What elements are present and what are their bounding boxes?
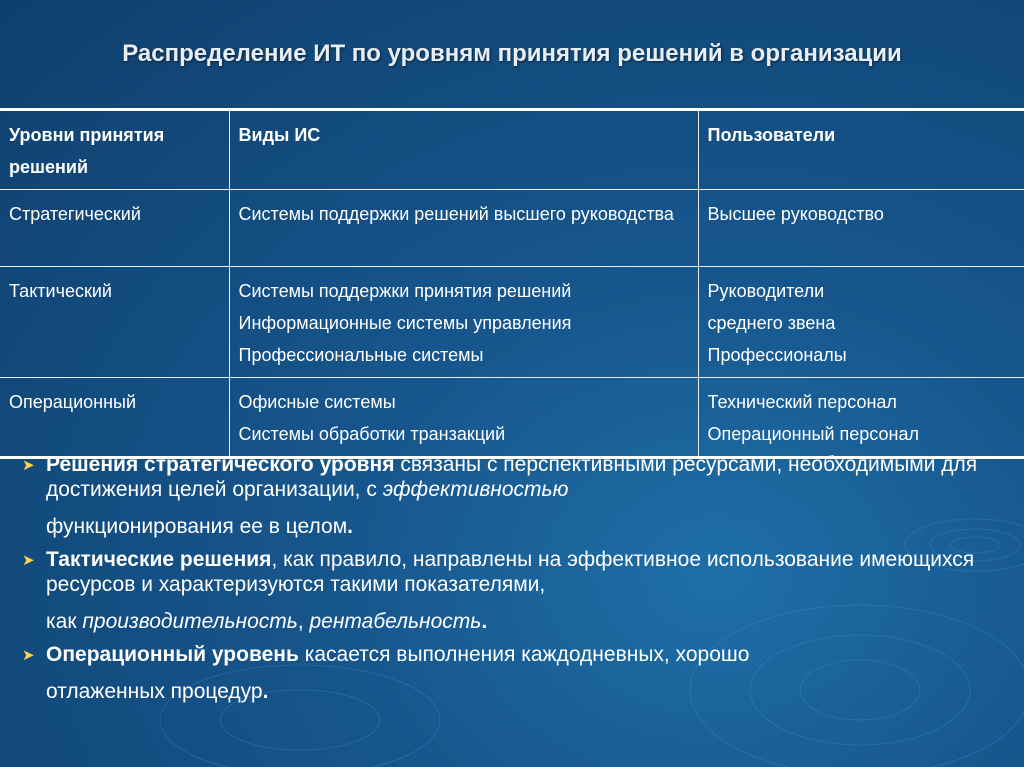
users-cell bbox=[698, 267, 1024, 378]
systems-item: Системы обработки транзакций bbox=[238, 424, 506, 444]
bullet-operational bbox=[22, 642, 1002, 704]
level-cell: Стратегический bbox=[0, 190, 229, 267]
bullet-list bbox=[22, 452, 1002, 712]
users-item: Операционный персонал bbox=[707, 424, 919, 444]
header-systems: Виды ИС bbox=[229, 110, 698, 190]
bullet-strategic bbox=[22, 452, 1002, 539]
users-item: Профессионалы bbox=[707, 345, 847, 365]
bullet-text: касается выполнения каждодневных, хорошо bbox=[298, 643, 750, 666]
bullet-period: . bbox=[481, 610, 488, 633]
users-item: среднего звена bbox=[707, 313, 836, 333]
level-cell: Операционный bbox=[0, 378, 229, 458]
chevron-bullet-icon: ➤ bbox=[22, 552, 35, 569]
table-header-row bbox=[0, 110, 1024, 190]
bullet-line bbox=[46, 609, 487, 634]
bullet-text: , как правило, направлены на эффективное использование имеющихся ресурсов и характеризуются такими показателями, bbox=[46, 548, 975, 596]
page-title: Распределение ИТ по уровням принятия решений в организации bbox=[122, 40, 902, 67]
systems-item: Офисные системы bbox=[238, 392, 396, 412]
header-levels: Уровни принятия решений bbox=[0, 110, 229, 190]
systems-cell bbox=[229, 378, 698, 458]
systems-cell bbox=[229, 267, 698, 378]
level-cell: Тактический bbox=[0, 267, 229, 378]
bullet-bold: Решения стратегического уровня bbox=[46, 453, 395, 476]
systems-item: Системы поддержки решений высшего руководства bbox=[238, 204, 674, 224]
users-cell bbox=[698, 378, 1024, 458]
systems-item: Профессиональные системы bbox=[238, 345, 484, 365]
users-item: Технический персонал bbox=[707, 392, 897, 412]
systems-cell bbox=[229, 190, 698, 267]
bullet-period: . bbox=[347, 515, 353, 538]
bullet-bold: Операционный уровень bbox=[46, 643, 299, 666]
bullet-period: . bbox=[262, 680, 269, 703]
bullet-italic: эффективностью bbox=[382, 478, 569, 501]
decision-levels-table bbox=[0, 108, 1024, 459]
bullet-text: связаны с перспективными ресурсами, необходимыми для достижения целей организации, с bbox=[46, 453, 978, 501]
header-users: Пользователи bbox=[698, 110, 1024, 190]
bullet-tactical bbox=[22, 547, 1002, 634]
table-row bbox=[0, 378, 1024, 458]
users-item: Руководители bbox=[707, 281, 825, 301]
bullet-bold: Тактические решения bbox=[46, 548, 272, 571]
systems-item: Системы поддержки принятия решений bbox=[238, 281, 572, 301]
bullet-line bbox=[46, 679, 268, 704]
systems-item: Информационные системы управления bbox=[238, 313, 572, 333]
bullet-text: , bbox=[297, 610, 310, 633]
users-cell bbox=[698, 190, 1024, 267]
users-item: Высшее руководство bbox=[707, 204, 884, 224]
bullet-text: отлаженных процедур bbox=[46, 680, 263, 703]
table-row bbox=[0, 190, 1024, 267]
bullet-text: функционирования ее в целом bbox=[46, 515, 348, 538]
chevron-bullet-icon: ➤ bbox=[22, 647, 35, 664]
chevron-bullet-icon: ➤ bbox=[22, 457, 35, 474]
table-row bbox=[0, 267, 1024, 378]
bullet-text: как bbox=[46, 610, 83, 633]
bullet-italic: производительность bbox=[82, 610, 298, 633]
bullet-line bbox=[46, 514, 353, 539]
bullet-italic: рентабельность bbox=[309, 610, 482, 633]
